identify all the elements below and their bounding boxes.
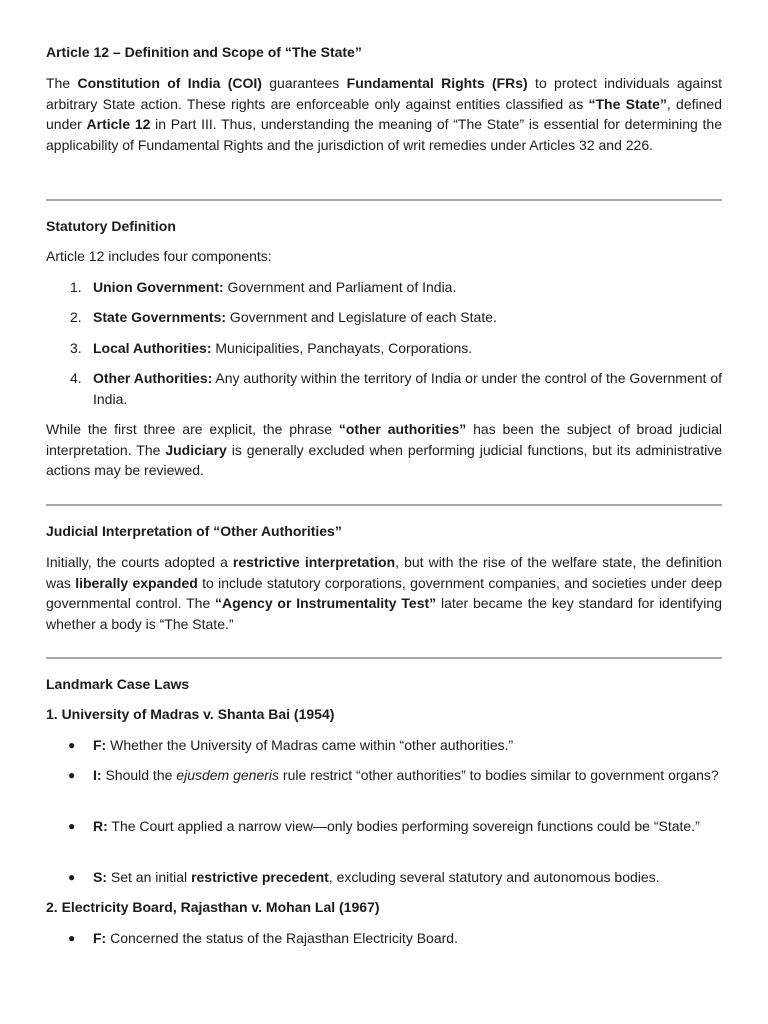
judicial-interpretation-paragraph: Initially, the courts adopted a restrictive interpretation, but with the rise of the welfare state, the definition was liberally expanded to include statutory corporations, government companies, and societies under deep governmental control. The “Agency or Instrumentality Test” later became the key standard for identifying whether a body is “The State.” xyxy=(46,554,722,632)
list-number: 3. xyxy=(70,340,82,356)
case-bullet-item: R: The Court applied a narrow view—only bodies performing sovereign functions could be “State.” xyxy=(93,818,700,834)
components-intro: Article 12 includes four components: xyxy=(46,248,272,264)
list-item: State Governments: Government and Legislature of each State. xyxy=(93,309,497,325)
section-divider xyxy=(46,504,722,506)
other-authorities-paragraph: While the first three are explicit, the phrase “other authorities” has been the subject of broad judicial interpretation. The Judiciary is generally excluded when performing judicial functions, but its administrative actions may be reviewed. xyxy=(46,421,722,478)
section-heading-landmark-cases: Landmark Case Laws xyxy=(46,676,190,692)
list-number: 4. xyxy=(70,370,82,386)
bullet-icon: ● xyxy=(68,819,76,833)
case-bullet-item: F: Whether the University of Madras came within “other authorities.” xyxy=(93,737,514,753)
section-heading-statutory-definition: Statutory Definition xyxy=(46,218,176,234)
bullet-icon: ● xyxy=(68,931,76,945)
case-bullet-item: S: Set an initial restrictive precedent, excluding several statutory and autonomous bodies. xyxy=(93,869,660,885)
case-bullet-item: F: Concerned the status of the Rajasthan Electricity Board. xyxy=(93,930,458,946)
bullet-icon: ● xyxy=(68,768,76,782)
case-title: 1. University of Madras v. Shanta Bai (1954) xyxy=(46,706,335,722)
list-item: Local Authorities: Municipalities, Panchayats, Corporations. xyxy=(93,340,473,356)
bullet-icon: ● xyxy=(68,738,76,752)
list-number: 1. xyxy=(70,279,82,295)
section-heading-judicial-interpretation: Judicial Interpretation of “Other Authorities” xyxy=(46,523,342,539)
list-number: 2. xyxy=(70,309,82,325)
case-title: 2. Electricity Board, Rajasthan v. Mohan Lal (1967) xyxy=(46,899,380,915)
case-bullet-item: I: Should the ejusdem generis rule restrict “other authorities” to bodies similar to government organs? xyxy=(93,767,719,783)
intro-paragraph: The Constitution of India (COI) guarantees Fundamental Rights (FRs) to protect individuals against arbitrary State action. These rights are enforceable only against entities classified as “The State”, defined under Article 12 in Part III. Thus, understanding the meaning of “The State” is essential for determining the applicability of Fundamental Rights and the jurisdiction of writ remedies under Articles 32 and 226. xyxy=(46,75,723,153)
section-divider xyxy=(46,199,722,201)
bullet-icon: ● xyxy=(68,870,76,884)
list-item: Union Government: Government and Parliament of India. xyxy=(93,279,457,295)
section-heading-article-12: Article 12 – Definition and Scope of “The State” xyxy=(46,44,362,60)
list-item: Other Authorities: Any authority within the territory of India or under the control of the Government of India. xyxy=(93,370,722,407)
section-divider xyxy=(46,657,722,659)
